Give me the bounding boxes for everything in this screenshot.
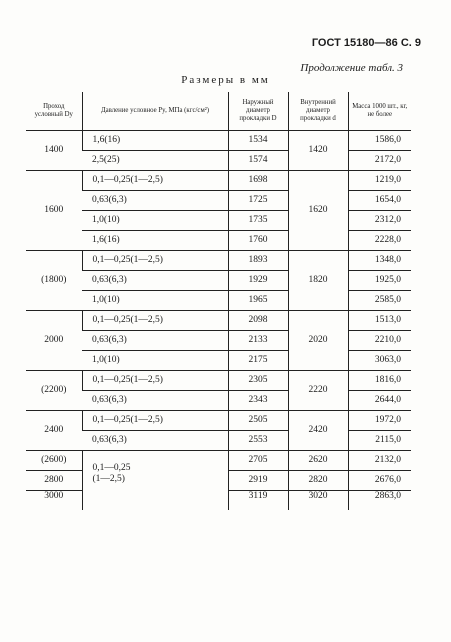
table-row [26, 271, 411, 291]
cell-mass: 2210,0 [348, 331, 411, 351]
cell-outer-diameter: 2175 [228, 351, 288, 371]
table-row [26, 311, 411, 331]
cell-pressure: 1,0(10) [82, 211, 228, 231]
col-header-inner-diameter: Внутренний диаметр прокладки d [288, 92, 348, 131]
cell-mass: 2644,0 [348, 391, 411, 411]
cell-outer-diameter: 1929 [228, 271, 288, 291]
cell-mass: 1586,0 [348, 131, 411, 151]
cell-outer-diameter: 2919 [228, 471, 288, 491]
cell-pressure: 0,63(6,3) [82, 271, 228, 291]
cell-pressure: 0,1—0,25(1—2,5) [82, 251, 228, 271]
table-row [26, 131, 411, 151]
continuation-label: Продолжение табл. 3 [300, 62, 403, 74]
cell-mass: 1348,0 [348, 251, 411, 271]
table-row [26, 151, 411, 171]
table-row [26, 451, 411, 471]
cell-inner-diameter: 1820 [288, 251, 348, 311]
cell-mass: 1816,0 [348, 371, 411, 391]
table-caption: Размеры в мм [181, 74, 270, 86]
table-row [26, 251, 411, 271]
table-row [26, 411, 411, 431]
cell-outer-diameter: 1725 [228, 191, 288, 211]
cell-outer-diameter: 1735 [228, 211, 288, 231]
cell-pressure: 1,0(10) [82, 291, 228, 311]
cell-outer-diameter: 3119 [228, 491, 288, 511]
cell-inner-diameter: 1420 [288, 131, 348, 171]
cell-dn: 2000 [26, 311, 82, 371]
cell-dn: (2600) [26, 451, 82, 471]
cell-outer-diameter: 1698 [228, 171, 288, 191]
cell-mass: 2228,0 [348, 231, 411, 251]
table-row [26, 371, 411, 391]
cell-dn: 2400 [26, 411, 82, 451]
cell-pressure: 1,0(10) [82, 351, 228, 371]
cell-mass: 2115,0 [348, 431, 411, 451]
cell-outer-diameter: 1760 [228, 231, 288, 251]
cell-dn: 1600 [26, 171, 82, 251]
cell-pressure: 1,6(16) [82, 231, 228, 251]
cell-pressure: 0,63(6,3) [82, 431, 228, 451]
dimensions-table [26, 92, 411, 510]
cell-dn: 1400 [44, 145, 64, 155]
cell-mass: 2132,0 [348, 451, 411, 471]
cell-mass: 2585,0 [348, 291, 411, 311]
cell-mass: 2312,0 [348, 211, 411, 231]
pressure-line: (1—2,5) [92, 474, 125, 484]
cell-outer-diameter: 2343 [228, 391, 288, 411]
table-row [26, 231, 411, 251]
standard-header: ГОСТ 15180—86 С. 9 [311, 37, 421, 49]
cell-outer-diameter: 2133 [228, 331, 288, 351]
cell-inner-diameter: 3020 [288, 491, 348, 511]
table-row [26, 291, 411, 311]
cell-mass: 1654,0 [348, 191, 411, 211]
table-row [26, 191, 411, 211]
cell-outer-diameter: 1893 [228, 251, 288, 271]
cell-pressure: 0,63(6,3) [82, 191, 228, 211]
cell-pressure: 2,5(25) [82, 151, 228, 171]
cell-inner-diameter: 2220 [288, 371, 348, 411]
table-row [26, 331, 411, 351]
cell-pressure: 0,1—0,25(1—2,5) [82, 171, 228, 191]
cell-dn: 2800 [26, 471, 82, 491]
cell-pressure: 0,1—0,25(1—2,5) [82, 371, 228, 391]
table-header-row [26, 92, 411, 131]
cell-inner-diameter: 2620 [288, 451, 348, 471]
table-row [26, 211, 411, 231]
cell-inner-diameter: 2420 [288, 411, 348, 451]
cell-dn: (2200) [26, 371, 82, 411]
cell-dn: (1800) [26, 251, 82, 311]
cell-pressure-merged [82, 451, 228, 511]
cell-outer-diameter: 2305 [228, 371, 288, 391]
cell-inner-diameter: 1620 [288, 171, 348, 251]
cell-outer-diameter: 1574 [228, 151, 288, 171]
cell-pressure: 0,1—0,25(1—2,5) [82, 311, 228, 331]
col-header-pressure: Давление условное Py, МПа (кгс/см²) [82, 92, 228, 131]
cell-outer-diameter: 1965 [228, 291, 288, 311]
col-header-dn: Проход условный Dy [26, 92, 82, 131]
cell-mass: 1219,0 [348, 171, 411, 191]
table-row [26, 171, 411, 191]
cell-mass: 1972,0 [348, 411, 411, 431]
cell-inner-diameter: 2020 [288, 311, 348, 371]
cell-mass: 1925,0 [348, 271, 411, 291]
cell-outer-diameter: 2505 [228, 411, 288, 431]
table-row [26, 391, 411, 411]
cell-mass: 3063,0 [348, 351, 411, 371]
pressure-line: 0,1—0,25 [92, 463, 131, 473]
cell-outer-diameter: 1534 [228, 131, 288, 151]
cell-pressure: 0,63(6,3) [82, 391, 228, 411]
table-row [26, 351, 411, 371]
cell-outer-diameter: 2705 [228, 451, 288, 471]
cell-pressure: 1,6(16) [82, 131, 228, 151]
table-row [26, 431, 411, 451]
cell-mass: 2863,0 [348, 491, 411, 511]
cell-pressure: 0,63(6,3) [82, 331, 228, 351]
cell-outer-diameter: 2553 [228, 431, 288, 451]
table-body [26, 131, 411, 511]
cell-pressure: 0,1—0,25(1—2,5) [82, 411, 228, 431]
cell-mass: 2172,0 [348, 151, 411, 171]
cell-mass: 2676,0 [348, 471, 411, 491]
cell-outer-diameter: 2098 [228, 311, 288, 331]
col-header-mass: Масса 1000 шт., кг, не более [348, 92, 411, 131]
cell-dn: 3000 [44, 491, 64, 501]
cell-mass: 1513,0 [348, 311, 411, 331]
cell-inner-diameter: 2820 [288, 471, 348, 491]
col-header-outer-diameter: Наружный диаметр прокладки D [228, 92, 288, 131]
